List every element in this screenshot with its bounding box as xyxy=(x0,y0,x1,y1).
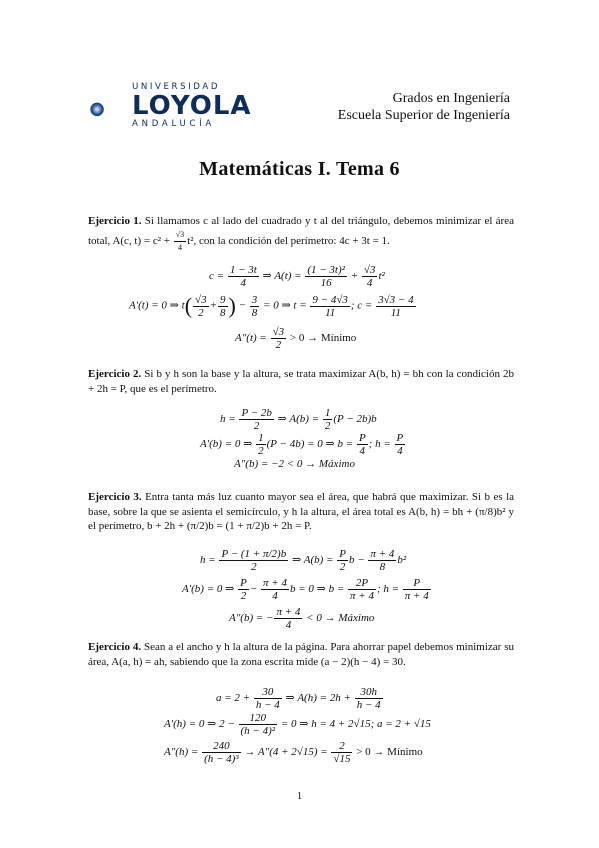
header-school: Escuela Superior de Ingeniería xyxy=(337,108,510,123)
exercise-2-text: Si b y h son la base y la altura, se trata maximizar A(b, h) = bh con la condición 2b + 2h = P, que es el perímetro. xyxy=(88,368,514,395)
header-info xyxy=(338,90,510,124)
exercise-3-statement xyxy=(88,490,514,534)
exercise-3-label: Ejercicio 3. xyxy=(88,491,142,503)
page-title: Matemáticas I. Tema 6 xyxy=(199,158,400,180)
logo-line-2: LOYOLA xyxy=(132,91,252,121)
ex2-eq-3: A″(b) = −2 < 0 → Máximo xyxy=(234,458,355,470)
exercise-1-text-a: Si llamamos c al lado del cuadrado y t al del triángulo, debemos minimizar el área total, A(c, t) = c² + xyxy=(88,215,514,247)
exercise-2-equations xyxy=(88,405,514,475)
exercise-3-equations xyxy=(88,548,514,631)
ex1-eq-3: A″(t) = $\frac{√3}{2}$ > 0 → Mínimo xyxy=(235,326,357,351)
exercise-1-statement xyxy=(88,214,514,254)
ex3-eq-3: A″(b) = − $\frac{\pi + 4}{4}$ < 0 → Máximo xyxy=(229,606,375,631)
logo-line-3: ANDALUCÍA xyxy=(132,119,216,129)
exercise-1-text-b: t², con la condición del perímetro: 4c + 3t = 1. xyxy=(187,234,390,247)
ex1-inline-frac-den: 4 xyxy=(177,242,182,252)
ex4-eq-1: a = 2 + $\frac{30}{h - 4}$ ⇒ A(h) = 2h + $\frac{30h}{h - 4}$ xyxy=(216,686,381,711)
page-number: 1 xyxy=(296,790,303,802)
ex1-eq-2: A′(t) = 0 ⇒ t( $\frac{√3}{2}$ + $\frac{9}{8}$ ) − $\frac{3}{8}$ = 0 ⇒ t = $\frac{9 - 4√3}{11}$ ; c = $\frac{3√3 - 4}{11}$ xyxy=(129,293,414,319)
ex4-eq-2: A′(h) = 0 ⇒ 2 − $\frac{120}{\text{(h − 4)²}}$ = 0 ⇒ h = 4 + 2√15; a = 2 + √15 xyxy=(164,712,431,737)
ex3-eq-2: A′(b) = 0 ⇒ $\frac{P}{2}$ − $\frac{\pi + 4}{4}$ b = 0 ⇒ b = $\frac{2P}{\pi + 4}$ ; h = $\frac{P}{\pi + 4}$ xyxy=(182,577,429,602)
ex2-eq-1: h = $\frac{P - 2b}{2}$ ⇒ A(b) = $\frac{1}{2}$ (P − 2b)b xyxy=(220,407,377,432)
ex4-eq-3: A″(h) = $\frac{240}{\text{(h − 4)³}}$ → A″(4 + 2√15) = $\frac{2}{√15}$ > 0 → Mínimo xyxy=(164,740,423,765)
exercise-2-label: Ejercicio 2. xyxy=(88,368,142,380)
exercise-4-statement xyxy=(88,640,514,669)
header-degree: Grados en Ingeniería xyxy=(392,91,510,106)
exercise-1-equations xyxy=(88,262,514,357)
university-logo-text xyxy=(132,82,252,129)
exercise-4-equations xyxy=(88,684,514,769)
logo-line-1: UNIVERSIDAD xyxy=(132,82,221,92)
exercise-1-label: Ejercicio 1. xyxy=(88,215,142,227)
exercise-2-statement xyxy=(88,367,514,396)
exercise-4-label: Ejercicio 4. xyxy=(88,641,142,653)
ex3-eq-1: h = $\frac{P - (1 + \pi/2)b}{2}$ ⇒ A(b) = $\frac{P}{2}$ b − $\frac{\pi + 4}{8}$ b² xyxy=(200,548,407,573)
university-logo-emblem xyxy=(90,87,136,133)
ex1-eq-1: c = $\frac{1 - 3t}{4}$ ⇒ A(t) = $\frac{\text{(1 − 3t)²}}{16}$ + $\frac{√3}{4}$ t² xyxy=(209,264,385,289)
exercise-3-text: Entra tanta más luz cuanto mayor sea el área, que habrá que maximizar. Si b es la base, sobre la que se asienta el semicírculo, y h la altura, el área total es A(b, h) = bh + (π/8)b² y el perímetro, b + 2h + (π/2)b = (1 + π/2)b + 2h = P. xyxy=(88,491,515,532)
ex1-inline-frac-num: √3 xyxy=(174,229,186,242)
ex2-eq-2: A′(b) = 0 ⇒ $\frac{1}{2}$ (P − 4b) = 0 ⇒ b = $\frac{P}{4}$ ; h = $\frac{P}{4}$ xyxy=(200,432,404,457)
exercise-4-text: Sean a el ancho y h la altura de la página. Para ahorrar papel debemos minimizar su área, A(a, h) = ah, sabiendo que la zona escrita mide (a − 2)(h − 4) = 30. xyxy=(88,641,514,668)
